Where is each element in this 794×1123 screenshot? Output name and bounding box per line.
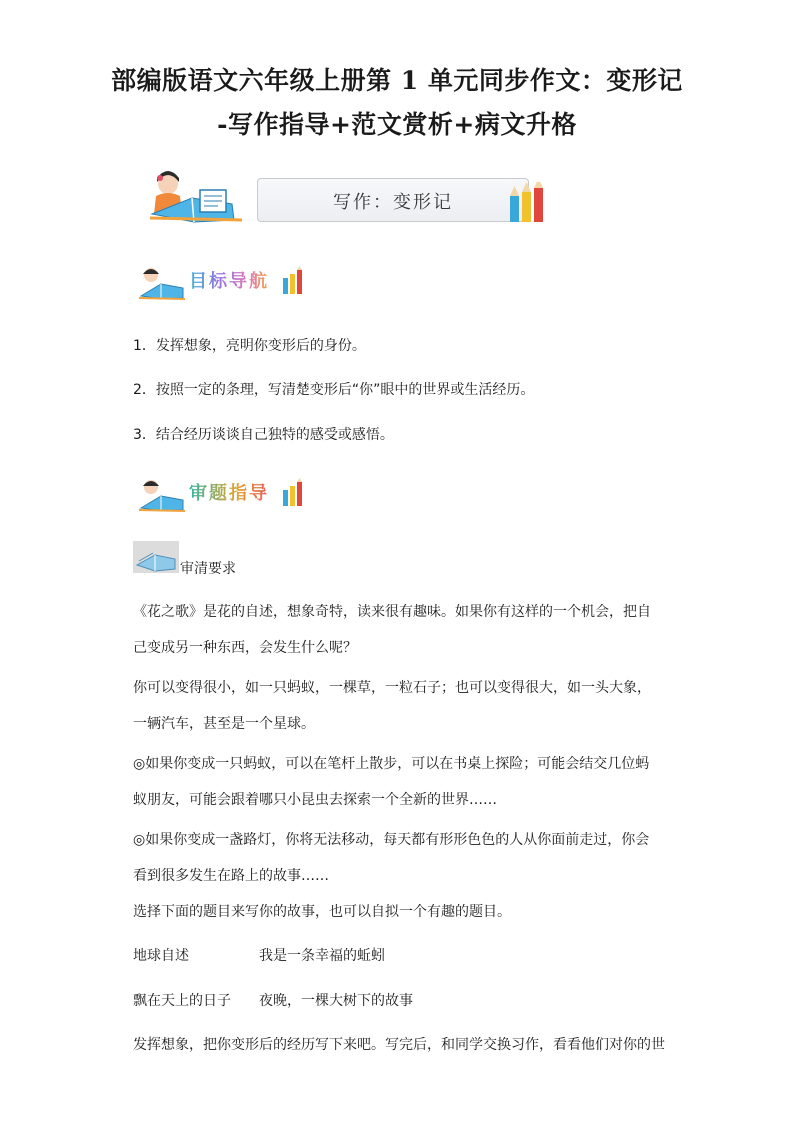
pencils-icon — [504, 182, 550, 226]
pencils-icon — [281, 266, 305, 296]
goal-section-heading — [137, 264, 307, 300]
open-book-icon — [133, 541, 179, 573]
girl-reading-icon — [142, 170, 262, 226]
banner-frame — [257, 178, 529, 222]
document-title-line2: -写作指导+范文赏析+病文升格 — [217, 110, 577, 139]
topic-2: 我是一条幸福的蚯蚓 — [259, 948, 385, 964]
goal-section-title: 目标导航 — [189, 267, 269, 293]
goal-item-3: 3．结合经历谈谈自己独特的感受或感悟。 — [133, 427, 394, 443]
pencils-icon — [281, 478, 305, 508]
paragraph-final: 发挥想象，把你变形后的经历写下来吧。写完后，和同学交换习作，看看他们对你的世 — [133, 1037, 665, 1053]
goal-item-1: 1．发挥想象，亮明你变形后的身份。 — [133, 338, 366, 354]
paragraph-options: 你可以变得很小，如一只蚂蚁，一棵草，一粒石子；也可以变得很大，如一头大象，一辆汽车，甚至是一个星球。 — [133, 680, 651, 732]
paragraph-streetlight: ◎如果你变成一盏路灯，你将无法移动，每天都有形形色色的人从你面前走过，你会看到很多发生在路上的故事…… — [133, 832, 650, 884]
guide-section-title: 审题指导 — [189, 479, 269, 505]
guide-section-heading — [137, 476, 307, 512]
document-title-line1: 部编版语文六年级上册第 1 单元同步作文：变形记 — [111, 66, 683, 95]
topic-banner — [142, 170, 550, 226]
goal-item-2: 2．按照一定的条理，写清楚变形后“你”眼中的世界或生活经历。 — [133, 382, 535, 398]
guide-subheading: 审清要求 — [180, 561, 236, 577]
banner-title: 写作：变形记 — [333, 192, 453, 213]
girl-reading-icon — [137, 478, 187, 512]
topic-3: 飘在天上的日子 — [133, 993, 231, 1009]
topic-4: 夜晚，一棵大树下的故事 — [259, 993, 413, 1009]
paragraph-ant: ◎如果你变成一只蚂蚁，可以在笔杆上散步，可以在书桌上探险；可能会结交几位蚂蚁朋友，可能会跟着哪只小昆虫去探索一个全新的世界…… — [133, 756, 650, 808]
paragraph-intro: 《花之歌》是花的自述，想象奇特，读来很有趣味。如果你有这样的一个机会，把自己变成另一种东西，会发生什么呢？ — [133, 604, 651, 656]
topic-1: 地球自述 — [133, 948, 189, 964]
paragraph-choose-topic: 选择下面的题目来写你的故事，也可以自拟一个有趣的题目。 — [133, 904, 511, 920]
girl-reading-icon — [137, 266, 187, 300]
